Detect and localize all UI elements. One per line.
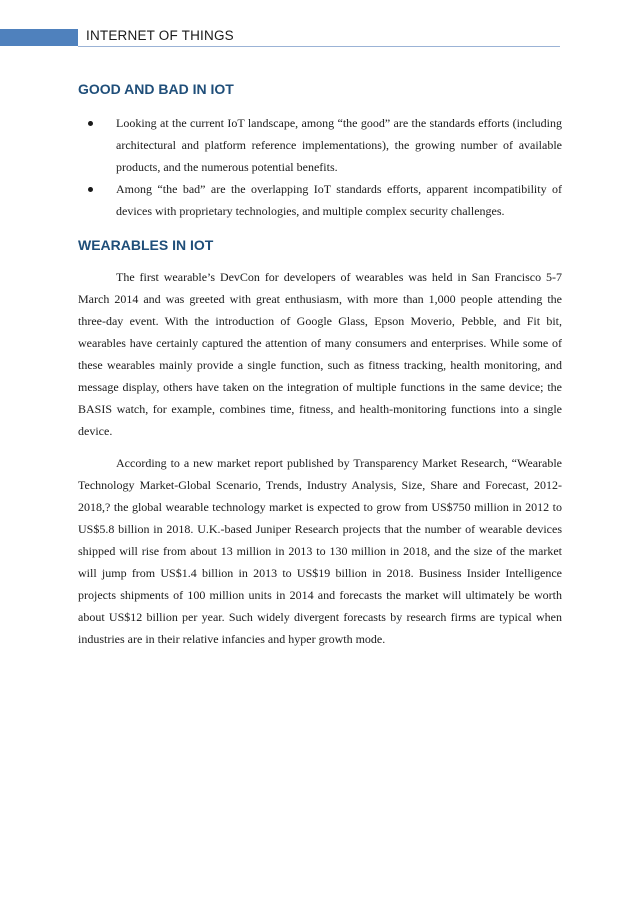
page-body xyxy=(78,80,562,650)
paragraph-market-report: According to a new market report published by Transparency Market Research, “Wearable Technology Market-Global Scenario, Trends, Industry Analysis, Size, Share and Forecast, 2012-2018,? the global wearable technology market is expected to grow from US$750 million in 2012 to US$5.8 billion in 2018. U.K.-based Juniper Research projects that the number of wearable devices shipped will rise from about 13 million in 2013 to 130 million in 2018, and the size of the market will jump from US$1.4 billion in 2013 to US$19 billion in 2018. Business Insider Intelligence projects shipments of 100 million units in 2014 and forecasts the market will ultimately be worth about US$12 billion per year. Such widely divergent forecasts by research firms are typical when industries are in their relative infancies and hyper growth mode. xyxy=(78,456,562,646)
bullet-text: Among “the bad” are the overlapping IoT standards efforts, apparent incompatibility of devices with proprietary technologies, and multiple complex security challenges. xyxy=(116,182,562,218)
bullet-item-bad xyxy=(78,178,562,222)
header-accent-bar xyxy=(0,29,78,46)
bullet-item-good xyxy=(78,112,562,178)
paragraph-devcon: The first wearable’s DevCon for developers of wearables was held in San Francisco 5-7 March 2014 and was greeted with great enthusiasm, with more than 1,000 people attending the three-day event. With the introduction of Google Glass, Epson Moverio, Pebble, and Fit bit, wearables have certainly captured the attention of many consumers and enterprises. While some of these wearables mainly provide a single function, such as fitness tracking, health monitoring, and message display, others have taken on the integration of multiple functions in the same device; the BASIS watch, for example, combines time, fitness, and health-monitoring functions into a single device. xyxy=(78,270,562,438)
bullet-text: Looking at the current IoT landscape, among “the good” are the standards efforts (including architectural and platform reference implementations), the growing number of available products, and the numerous potential benefits. xyxy=(116,116,562,174)
bullet-icon xyxy=(88,187,93,192)
bullet-list xyxy=(78,112,562,222)
section-heading-wearables: WEARABLES IN IOT xyxy=(78,237,214,253)
section-heading-good-and-bad: GOOD AND BAD IN IOT xyxy=(78,81,234,97)
header-divider xyxy=(78,46,560,47)
running-header-title: INTERNET OF THINGS xyxy=(86,28,234,43)
bullet-icon xyxy=(88,121,93,126)
